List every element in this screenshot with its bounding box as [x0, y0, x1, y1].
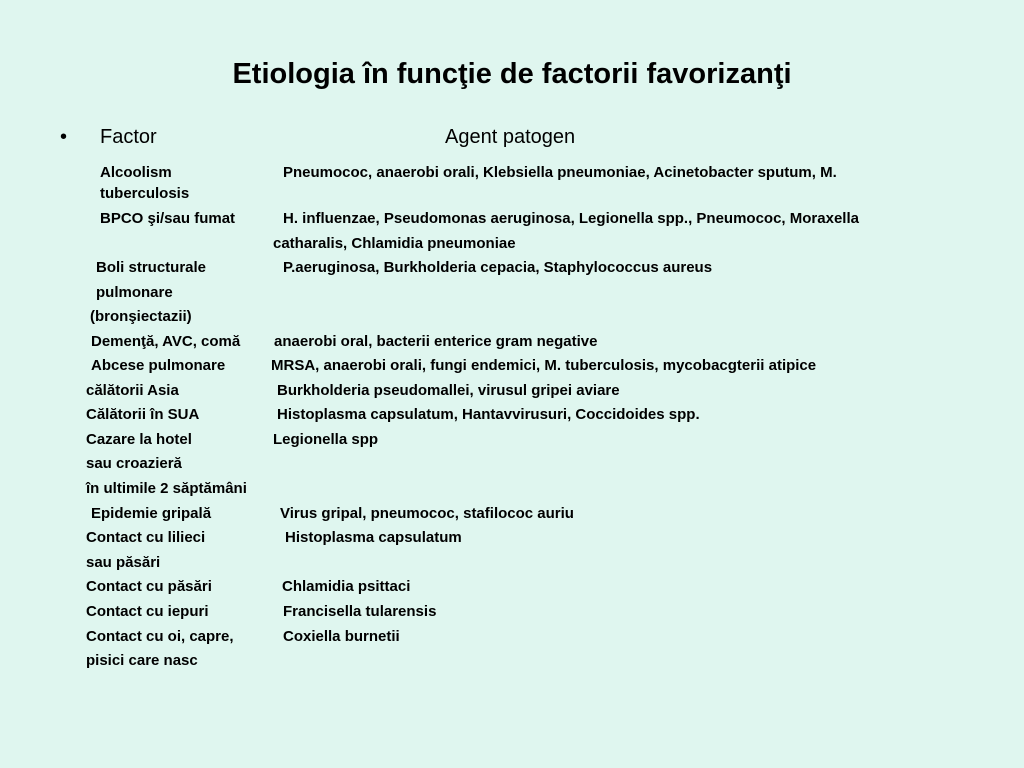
row-factor-continued: (bronşiectazii): [90, 308, 192, 325]
row-factor: Contact cu oi, capre,: [86, 628, 234, 645]
row-agent: Burkholderia pseudomallei, virusul gripei aviare: [277, 382, 620, 399]
row-factor: Cazare la hotel: [86, 431, 192, 448]
bullet-icon: •: [60, 126, 68, 148]
row-factor-continued: sau păsări: [86, 554, 161, 571]
row-agent: anaerobi oral, bacterii enterice gram negative: [274, 333, 598, 350]
row-factor: Epidemie gripală: [91, 505, 212, 522]
row-agent: Histoplasma capsulatum: [285, 529, 462, 546]
row-factor-continued: pulmonare: [96, 284, 173, 301]
row-factor: călătorii Asia: [86, 382, 179, 399]
row-factor: Contact cu păsări: [86, 578, 212, 595]
row-agent: Francisella tularensis: [283, 603, 437, 620]
row-agent-continued: tuberculosis: [100, 185, 190, 202]
row-factor: Abcese pulmonare: [91, 357, 226, 374]
row-factor: Contact cu lilieci: [86, 529, 206, 546]
row-factor: Alcoolism: [100, 164, 172, 181]
header-agent: Agent patogen: [445, 126, 576, 148]
row-agent: Chlamidia psittaci: [282, 578, 411, 595]
row-agent: MRSA, anaerobi orali, fungi endemici, M. tuberculosis, mycobacgterii atipice: [271, 357, 817, 374]
slide-title: Etiologia în funcţie de factorii favorizanţi: [232, 58, 792, 90]
row-factor: BPCO şi/sau fumat: [100, 210, 236, 227]
row-agent: P.aeruginosa, Burkholderia cepacia, Staphylococcus aureus: [283, 259, 713, 276]
row-factor: Boli structurale: [96, 259, 207, 276]
row-factor-continued: pisici care nasc: [86, 652, 198, 669]
row-factor-continued: sau croazieră: [86, 455, 182, 472]
row-agent: Pneumococ, anaerobi orali, Klebsiella pneumoniae, Acinetobacter sputum, M.: [283, 164, 837, 181]
row-agent: Coxiella burnetii: [283, 628, 400, 645]
row-factor-continued: în ultimile 2 săptămâni: [86, 480, 247, 497]
row-agent: Legionella spp: [273, 431, 379, 448]
header-factor: Factor: [100, 126, 157, 148]
row-agent: Histoplasma capsulatum, Hantavvirusuri, Coccidoides spp.: [277, 406, 700, 423]
row-factor: Călătorii în SUA: [86, 406, 200, 423]
row-agent: H. influenzae, Pseudomonas aeruginosa, Legionella spp., Pneumococ, Moraxella: [283, 210, 859, 227]
row-agent-continued: catharalis, Chlamidia pneumoniae: [273, 235, 516, 252]
row-factor: Contact cu iepuri: [86, 603, 209, 620]
row-factor: Demenţă, AVC, comă: [91, 333, 241, 350]
row-agent: Virus gripal, pneumococ, stafilococ auriu: [280, 505, 574, 522]
